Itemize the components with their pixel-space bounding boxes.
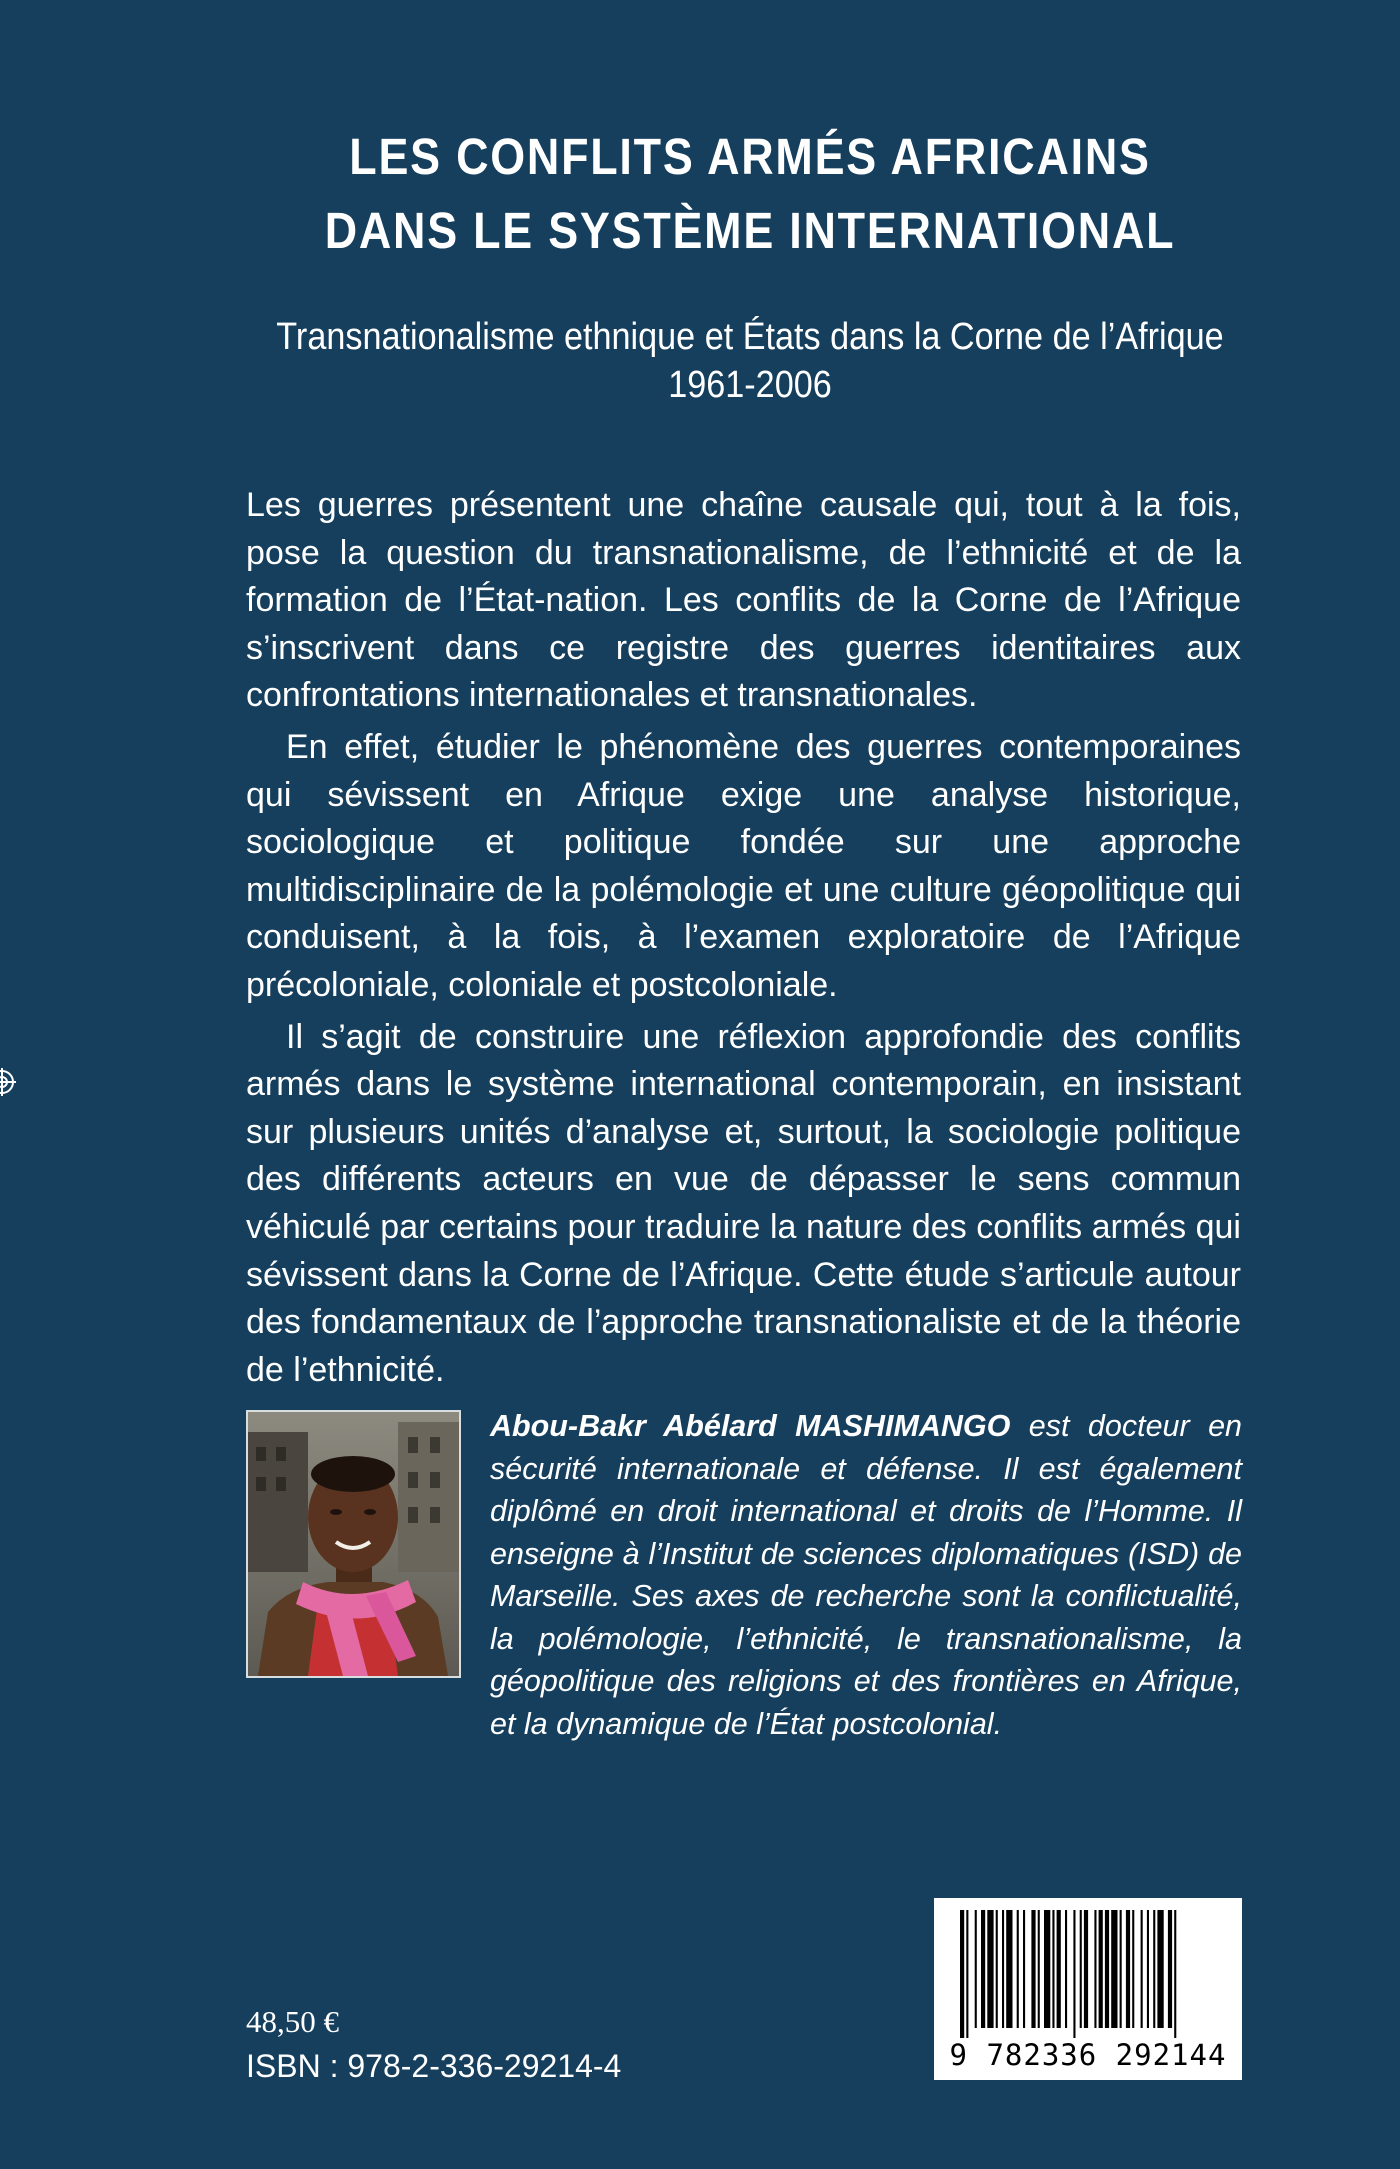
barcode-bar (996, 1910, 998, 2028)
barcode-bar (1141, 1910, 1143, 2028)
barcode-bar (1168, 1910, 1172, 2028)
barcode-bar (1132, 1910, 1134, 2028)
title-line-1: LES CONFLITS ARMÉS AFRICAINS (349, 128, 1151, 185)
barcode-bar (960, 1910, 964, 2038)
blurb-paragraph-2: En effet, étudier le phénomène des guerres contemporaines qui sévissent en Afrique exige une analyse historique, sociologique et politique fondée sur une approche multidisciplinaire de la polémologie et une culture géopolitique qui conduisent, à la fois, à l’examen exploratoire de l’Afrique précoloniale, coloniale et postcoloniale. (246, 727, 1241, 1004)
author-photo (246, 1410, 461, 1678)
barcode-bar (1111, 1910, 1117, 2028)
subtitle-line-1: Transnationalisme ethnique et États dans la Corne de l’Afrique (276, 316, 1224, 358)
barcode-bar (1052, 1910, 1054, 2028)
barcode-bar (1044, 1910, 1050, 2028)
barcode-bar (1038, 1910, 1040, 2028)
blurb (246, 482, 1241, 1394)
barcode-bar (1080, 1910, 1082, 2028)
barcode-bar (1031, 1910, 1035, 2028)
barcode-bar (987, 1910, 993, 2028)
barcode-bar (1120, 1910, 1122, 2028)
barcode (934, 1898, 1242, 2080)
barcode-bar (1105, 1910, 1109, 2028)
price: 48,50 € (246, 2004, 339, 2039)
book-subtitle (255, 313, 1245, 409)
blurb-paragraph-1: Les guerres présentent une chaîne causale qui, tout à la fois, pose la question du transnationalisme, de l’ethnicité et de la formation de l’État-nation. Les conflits de la Corne de l’Afrique s’inscrivent dans ce registre des guerres identitaires aux confrontations internationales et transnationales. (246, 486, 1241, 715)
isbn: ISBN : 978-2-336-29214-4 (246, 2048, 622, 2084)
registration-mark-icon (0, 1068, 16, 1096)
barcode-bar (966, 1910, 968, 2038)
barcode-bar (1057, 1910, 1061, 2028)
barcode-bar (981, 1910, 985, 2028)
barcode-bar (1065, 1910, 1067, 2028)
barcode-bar (1002, 1910, 1004, 2028)
barcode-bar (1073, 1910, 1075, 2038)
barcode-bar (1153, 1910, 1155, 2028)
barcode-bar (1174, 1910, 1176, 2038)
author-bio (490, 1405, 1242, 1745)
barcode-bar (975, 1910, 977, 2028)
title-line-2: DANS LE SYSTÈME INTERNATIONAL (324, 202, 1176, 259)
barcode-bar (1147, 1910, 1149, 2028)
barcode-bar (1017, 1910, 1019, 2028)
barcode-bar (1006, 1910, 1012, 2028)
blurb-paragraph-3: Il s’agit de construire une réflexion approfondie des conflits armés dans le système international contemporain, en insistant sur plusieurs unités d’analyse et, surtout, la sociologie politique des différents acteurs en vue de dépasser le sens commun véhiculé par certains pour traduire la nature des conflits armés qui sévissent dans la Corne de l’Afrique. Cette étude s’articule autour des fondamentaux de l’approche transnationaliste et de la théorie de l’ethnicité. (246, 1017, 1241, 1389)
barcode-digits: 9 782336 292144 (949, 2038, 1227, 2072)
book-title (266, 120, 1234, 268)
subtitle-line-2: 1961-2006 (668, 364, 832, 406)
barcode-bar (1094, 1910, 1096, 2028)
barcode-bar (1084, 1910, 1088, 2028)
author-bio-text: est docteur en sécurité internationale et défense. Il est également diplômé en droit international et droits de l’Homme. Il enseigne à l’Institut de sciences diplomatiques (ISD) de Marseille. Ses axes de recherche sont la conflictualité, la polémologie, l’ethnicité, le transnationalisme, la géopolitique des religions et des frontières en Afrique, et la dynamique de l’État postcolonial. (490, 1409, 1243, 1741)
author-name: Abou-Bakr Abélard MASHIMANGO (490, 1409, 1011, 1443)
barcode-bar (1099, 1910, 1103, 2028)
barcode-bar (1126, 1910, 1130, 2028)
barcode-bar (1023, 1910, 1025, 2028)
barcode-bar (1157, 1910, 1163, 2028)
